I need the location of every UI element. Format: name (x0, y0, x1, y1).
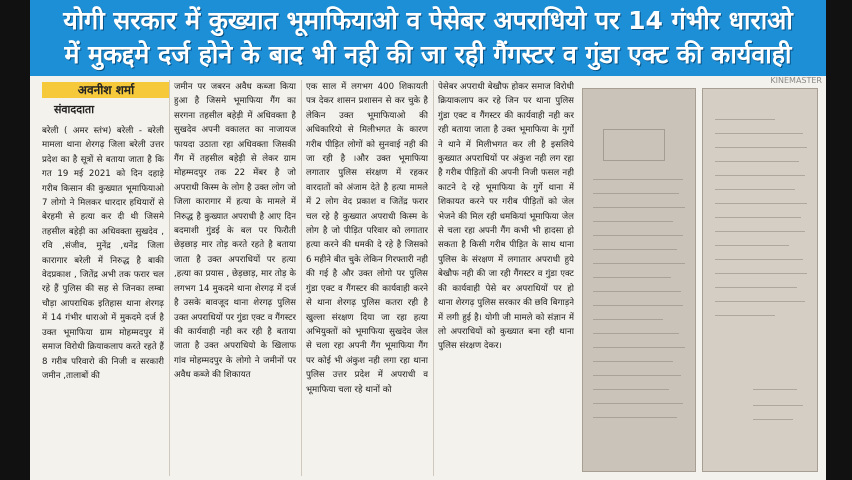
text-line (593, 347, 685, 348)
text-line (593, 361, 673, 362)
text-line (715, 203, 807, 204)
column-text: बरेली ( अमर स्तंभ) बरेली - बरेली मामला थाना शेरगढ़ जिला बरेली उत्तर प्रदेश का है सूत्रों से बताया जाता है कि गत 19 मई 2021 को दिन दहाड़े गरीब किसान की कुख्यात भूमाफियाओ 7 लोगो ने मिलकर धारदार हथियारों से बेरहमी से हत्या कर दी थी जिसमे तहसील बहेड़ी का अधिवक्ता सुखदेव , रवि ,संजीव, मुनेंद्र ,धनेंद्र जिला कारागार बरेली में निरुद्ध है बाकी वेदप्रकाश , जितेंद्र अभी तक फरार चल रहे हैं पुलिस की सह से जिनका लम्बा चौड़ा आपराधिक इतिहास थाना शेरगढ़ में 14 गंभीर धाराओ में मुकदमे दर्ज है उक्त भूमाफिया ग्राम मोहम्मदपुर में समाज विरोधी क्रियाकलाप करते रहते हैं 8 गरीब परिवारो की निजी व सरकारी जमीन ,तालाबों की (42, 126, 164, 381)
text-line (715, 119, 775, 120)
byline: अवनीश शर्मा (42, 82, 170, 98)
column-text: पेसेबर अपराधी बेखौफ होकर समाज विरोधी क्रियाकलाप कर रहे जिन पर थाना पुलिस गुंडा एक्ट व गैंगस्टर की कार्यवाही नही कर रही बताया जाता है उक्त भूमाफिया के गुर्गों ने थाने में मिलीभगत कर ली है इसलिये कुख्यात अपराधियों पर अंकुश नही लग रहा है गरीब पीड़ितों की अपनी निजी फसल नही काटने दे रहे भूमाफिया के गुर्गे थाना में शिकायत करने पर गरीब पीड़ितों को जेल भेजने की मिल रही धमकियां भूमाफिया जेल से चला रहा अपनी गैंग कभी भी हादसा हो सकता है किसी गरीब पीड़ित के साथ थाना पुलिस के संरक्षण में लगातार अपराधी हुये बेखौफ नही की जा रही गैंगस्टर व गुंडा एक्ट की कार्यवाही पेसे बर अपराधियों पर हो थाना शेरगढ़ पुलिस सरकार की छवि बिगाड़ने में लगी हुई है। योगी जी मामले को संज्ञान में लो अपराधियों को कुख्यात बना रही थाना पुलिस संरक्षण देकर। (438, 82, 574, 352)
text-line (593, 221, 673, 222)
text-line (593, 193, 679, 194)
text-line (715, 133, 803, 134)
text-line (593, 249, 677, 250)
text-line (715, 287, 797, 288)
text-line (593, 291, 681, 292)
text-line (593, 235, 683, 236)
text-line (715, 273, 807, 274)
watermark: KINEMASTER (770, 76, 822, 85)
column-divider (433, 80, 434, 476)
byline-role: संवाददाता (54, 103, 95, 116)
text-line (593, 179, 683, 180)
column-divider (301, 80, 302, 476)
text-line (715, 259, 803, 260)
headline-banner (30, 0, 826, 76)
text-line (715, 161, 799, 162)
text-line (593, 305, 683, 306)
text-line (715, 315, 775, 316)
text-line (593, 263, 685, 264)
signature-line (753, 389, 797, 390)
article-column-3 (306, 80, 428, 476)
text-line (715, 147, 807, 148)
text-line (715, 231, 805, 232)
article-column-1 (42, 124, 164, 474)
column-text: एक साल में लगभग 400 शिकायती पत्र देकर शासन प्रशासन से कर चुके है लेकिन उक्त भूमाफियाओ की अधिकारियो से मिलीभगत के कारण गरीब पीड़ित लोगों को सुनवाई नही की जा रही है ।और उक्त भूमाफिया लगातार पुलिस संरक्षण में रहकर वारदातों को अंजाम देते है हत्या मामले में 2 लोग वेद प्रकाश व जितेंद्र फरार चल रहे है कुख्यात अपराधी किस्म के लोग है जो पीड़ित परिवार को लगातार हत्या करने की धमकी दे रहे है जिसको 6 महीने बीत चुके लेकिन गिरफ्तारी नही की गई है और उक्त लोगो पर पुलिस गुंडा एक्ट व गैंगस्टर की कार्यवाही करने से थाना शेरगढ़ पुलिस कतरा रही है खुल्ला संरक्षण दिया जा रहा हत्या अभियुक्तों को भूमाफिया सुखदेव जेल से चला रहा अपनी गैंग भूमाफिया गैंग पर कोई भी अंकुश नही लगा रहा थाना पुलिस उत्तर प्रदेश में अपराधी व भूमाफिया चला रहे थानों को (306, 82, 428, 395)
headline-line-1: योगी सरकार में कुख्यात भूमाफियाओ व पेसेबर अपराधियो पर 14 गंभीर धाराओ (63, 6, 793, 35)
stamp-mark (603, 129, 665, 161)
headline-line-2: में मुकद्दमे दर्ज होने के बाद भी नही की जा रही गैंगस्टर व गुंडा एक्ट की कार्यवाही (64, 40, 792, 69)
newspaper-clipping (30, 0, 826, 480)
text-line (593, 333, 679, 334)
text-line (715, 217, 801, 218)
text-line (593, 403, 683, 404)
text-line (593, 417, 677, 418)
complaint-letter-photo-1 (582, 88, 696, 472)
text-line (715, 301, 805, 302)
complaint-letter-photo-2 (702, 88, 818, 472)
text-line (593, 277, 671, 278)
text-line (593, 319, 663, 320)
text-line (753, 419, 793, 420)
text-line (715, 189, 795, 190)
text-line (715, 245, 789, 246)
article-column-2 (174, 80, 296, 476)
column-text: जमीन पर जबरन अवैध कब्जा किया हुआ है जिसमे भूमाफिया गैंग का सरगना तहसील बहेड़ी में अधिवक्ता है सुखदेव अपनी वकालत का नाजायज फायदा उठाता रहा अधिवक्ता जिसकी गैंग में तहसील बहेड़ी से लेकर ग्राम मोहम्मदपुर तक 22 मेंबर है जो अपराधी किस्म के लोग है उक्त लोग जो जिला कारागार में हत्या के मामले में निरुद्ध है कुख्यात अपराधी है आए दिन बदमाशी गुंडई के बल पर फिरौती छेड़छाड़ मार तोड़ करते रहते है बताया जाता है उक्त अपराधियों पर हत्या ,हत्या का प्रयास , छेड़छाड़, मार तोड़ के लगभग 14 मुकदमे थाना शेरगढ़ में दर्ज है उसके बावजूद थाना शेरगढ़ पुलिस उक्त अपराधियों पर गुंडा एक्ट व गैंगस्टर की कार्यवाही नही कर रही है बताया जाता है उक्त अपराधियो के खिलाफ गांव मोहम्मदपुर के लोगो ने जमीनों पर अवैध कब्जे की शिकायत (174, 82, 296, 381)
text-line (593, 375, 681, 376)
text-line (753, 405, 803, 406)
text-line (593, 389, 669, 390)
text-line (593, 207, 685, 208)
text-line (715, 175, 805, 176)
article-column-4 (438, 80, 574, 476)
column-divider (169, 80, 170, 476)
